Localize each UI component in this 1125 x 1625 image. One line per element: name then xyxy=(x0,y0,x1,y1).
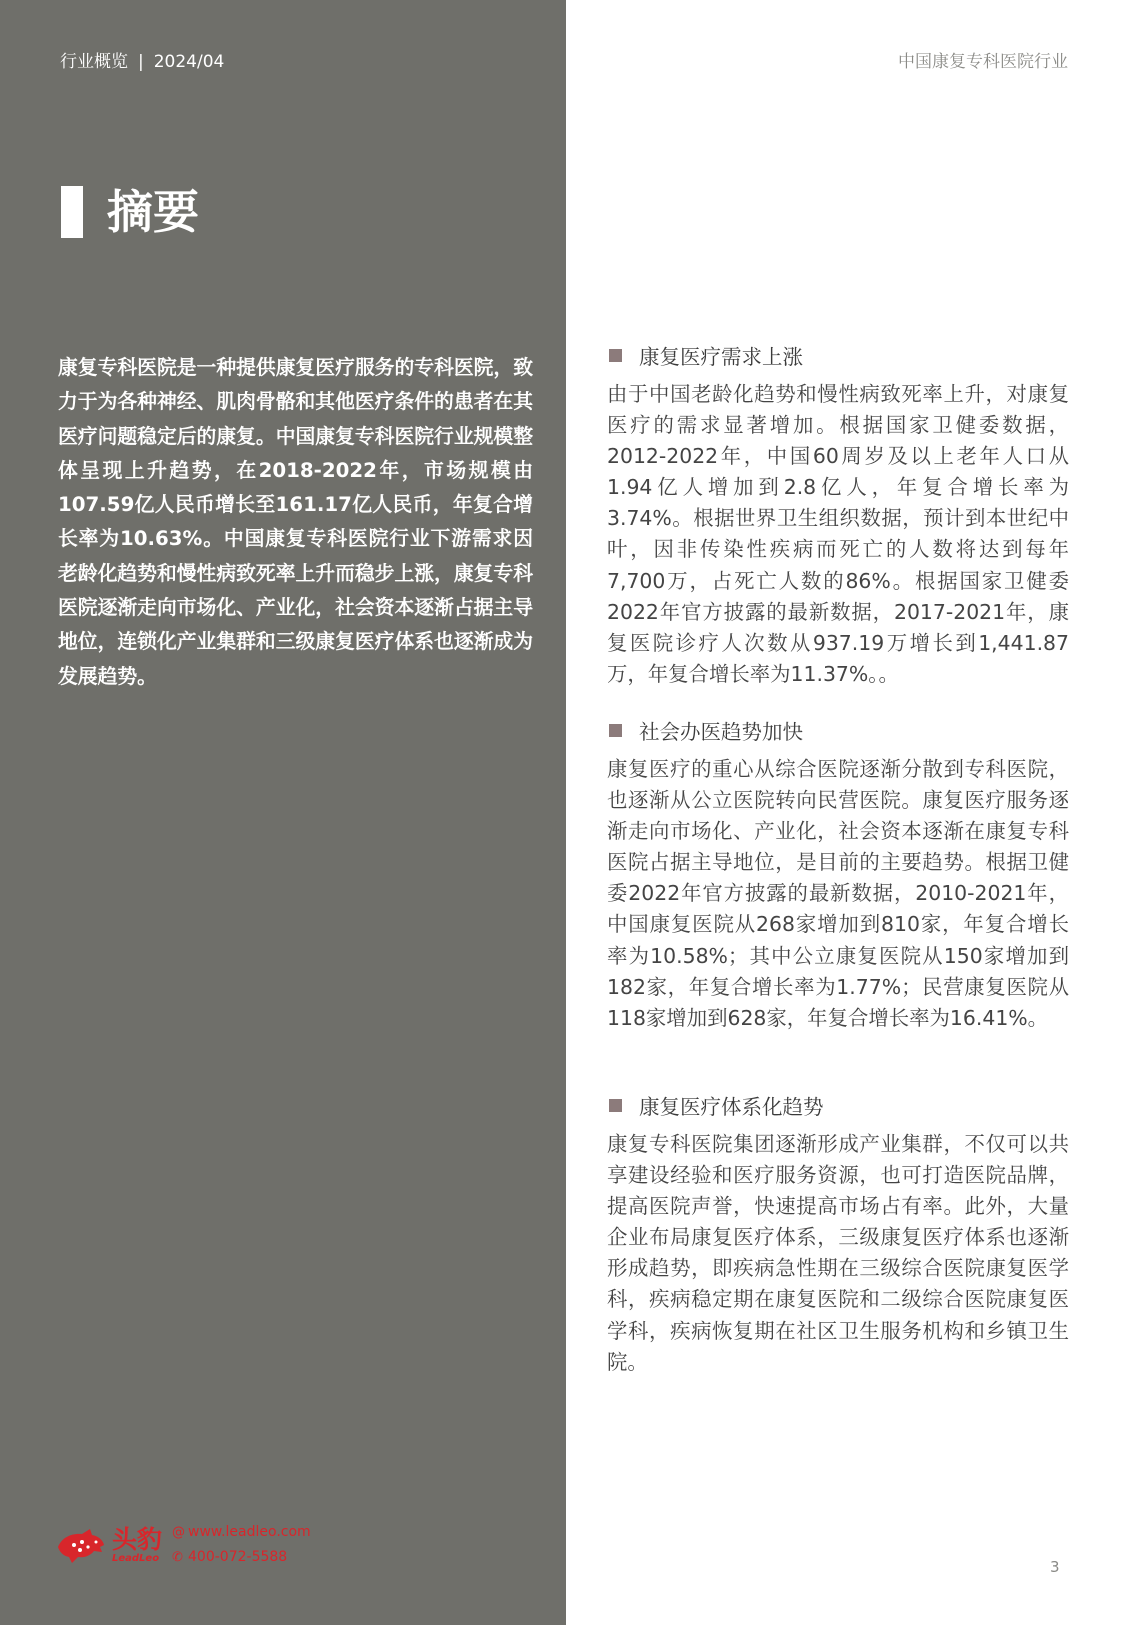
phone-number: 400-072-5588 xyxy=(188,1549,288,1565)
section-body: 由于中国老龄化趋势和慢性病致死率上升，对康复医疗的需求显著增加。根据国家卫健委数据，2012-2022年，中国60周岁及以上老年人口从1.94亿人增加到2.8亿人，年复合增长率为3.74%。根据世界卫生组织数据，预计到本世纪中叶，因非传染性疾病而死亡的人数将达到每年7,700万，占死亡人数的86%。根据国家卫健委2022年官方披露的最新数据，2017-2021年，康复医院诊疗人次数从937.19万增长到1,441.87万，年复合增长率为11.37%。。 xyxy=(607,382,1069,686)
leadleo-logo xyxy=(56,1522,311,1568)
section-body: 康复医疗的重心从综合医院逐渐分散到专科医院，也逐渐从公立医院转向民营医院。康复医疗服务逐渐走向市场化、产业化，社会资本逐渐在康复专科医院占据主导地位，是目前的主要趋势。根据卫健委2022年官方披露的最新数据，2010-2021年，中国康复医院从268家增加到810家，年复合增长率为10.58%；其中公立康复医院从150家增加到182家，年复合增长率为1.77%；民营康复医院从118家增加到628家，年复合增长率为16.41%。 xyxy=(607,757,1069,1030)
section-title: 康复医疗体系化趋势 xyxy=(639,1095,824,1119)
header-category: 行业概览 xyxy=(60,52,128,72)
section-title: 康复医疗需求上涨 xyxy=(639,345,803,369)
section-social-medicine xyxy=(607,716,1069,1034)
header-date: 2024/04 xyxy=(153,52,225,72)
section-body: 康复专科医院集团逐渐形成产业集群，不仅可以共享建设经验和医疗服务资源，也可打造医院品牌，提高医院声誉，快速提高市场占有率。此外，大量企业布局康复医疗体系，三级康复医疗体系也逐渐形成趋势，即疾病急性期在三级综合医院康复医学科，疾病稳定期在康复医院和二级综合医院康复医学科，疾病恢复期在社区卫生服务机构和乡镇卫生院。 xyxy=(607,1132,1069,1374)
section-demand xyxy=(607,341,1069,690)
header-separator: | xyxy=(138,52,144,72)
section-system-trend xyxy=(607,1091,1069,1378)
logo-cn: 头豹 xyxy=(112,1524,163,1554)
phone-icon: ✆ xyxy=(172,1550,183,1565)
logo-en: LeadLeo xyxy=(112,1552,160,1564)
section-heading xyxy=(607,716,1069,744)
section-title: 社会办医趋势加快 xyxy=(639,720,803,744)
header-report-title: 中国康复专科医院行业 xyxy=(898,52,1068,72)
leopard-icon xyxy=(56,1525,106,1565)
website-link[interactable]: www.leadleo.com xyxy=(188,1524,311,1540)
logo-text xyxy=(112,1524,163,1564)
page-number: 3 xyxy=(1050,1558,1060,1576)
page-title-block xyxy=(61,184,199,240)
square-bullet-icon xyxy=(609,1099,622,1112)
square-bullet-icon xyxy=(609,724,622,737)
section-heading xyxy=(607,1091,1069,1119)
header-left xyxy=(60,47,224,72)
section-heading xyxy=(607,341,1069,369)
summary-paragraph: 康复专科医院是一种提供康复医疗服务的专科医院，致力于为各种神经、肌肉骨骼和其他医疗条件的患者在其医疗问题稳定后的康复。中国康复专科医院行业规模整体呈现上升趋势，在2018-2022年，市场规模由107.59亿人民币增长至161.17亿人民币，年复合增长率为10.63%。中国康复专科医院行业下游需求因老龄化趋势和慢性病致死率上升而稳步上涨，康复专科医院逐渐走向市场化、产业化，社会资本逐渐占据主导地位，连锁化产业集群和三级康复医疗体系也逐渐成为发展趋势。 xyxy=(58,356,533,688)
square-bullet-icon xyxy=(609,349,622,362)
title-bar-decoration xyxy=(61,186,83,238)
page-title: 摘要 xyxy=(107,185,199,239)
contact-info xyxy=(172,1520,311,1570)
web-icon: @ xyxy=(172,1525,186,1540)
